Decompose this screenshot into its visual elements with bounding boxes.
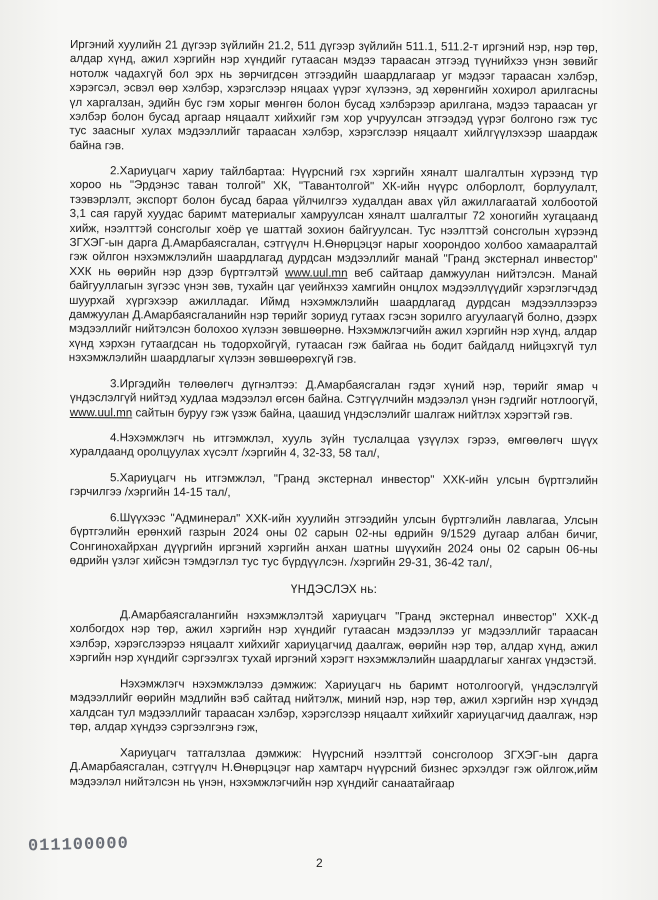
paragraph-3-rest: сайтын буруу гэж үзэж байна, цаашид үндэслэлийг шалгаж нийтлэх хэрэгтэй гэв.: [132, 406, 573, 422]
paragraph-2-rest: веб сайтаар дамжуулан нийтэлсэн. Манай байгууллагын зүгээс үнэн зөв, тухайн цаг үеийнхээ хамгийн онцлох мэдээллүүдийг хэрэглэгчдэд шуурхай хүргэхээр ажилладаг. Иймд нэхэмжлэлийн шаардлагад дурдсан мэдээллээрээ дамжуулан Д.Амарбаясгаланийн нэр төрийг зориуд гутаах гэсэн зорилго агуулаагүй болно, дээрх мэдээллийг нийтэлсэн болохоо хүлээн зөвшөөрнө. Нэхэмжлэгчийн ажил хэргийн нэр хүнд, алдар хүнд хэрхэн гутаагдсан нь тодорхойгүй, гутаасан гэж байгаа нь бодит байдалд нийцэхгүй тул нэхэмжлэлийн шаардлагыг хүлээн зөвшөөрөхгүй гэв.: [68, 266, 598, 367]
paragraph-2-text: 2.Хариуцагч хариу тайлбартаа: Нүүрсний гэх хэргийн хяналт шалгалтын хүрээнд түр хороо нь "Эрдэнэс таван толгой" ХК, "Тавантолгой" ХК-ийн нүүрс олборлолт, борлуулалт, тээвэрлэлт, экспорт болон бусад бараа үйлчилгээ худалдан авах үйл ажиллагаатай холбоотой 3,1 сая гаруй хуудас баримт материалыг хамруулсан хяналт шалгалтыг 72 хоногийн хугацаанд хийж, нээлттэй сонсголыг хоёр үе шаттай зохион байгуулсан. Тус нээлттэй сонсголын хүрээнд ЗГХЭГ-ын дарга Д.Амарбаясгалан, сэтгүүлч Н.Өнөрцэцэг нарыг хоорондоо холбоо хамааралтай гэж ойлгон нэхэмжлэлийн шаардлагад дурдсан мэдээллийг манай "Гранд экстернал инвестор" ХХК нь өөрийн нэр дээр бүртгэлтэй: [69, 164, 598, 280]
reasoning-paragraph-1: Д.Амарбаясгалангийн нэхэмжлэлтэй хариуцагч "Гранд экстернал инвестор" ХХК-д холбогдох нэр төр, ажил хэргийн нэр хүндийг гутаасан мэдээллээ уг мэдээллийг тараасан хэлбэр, хэрэгслээрээ няцаалт хийхийг хариуцагчид даалгаж, өөрийн нэр төр, алдар хүнд, ажил хэргийн нэр хүндийг сэргээлгэх тухай иргэний хэрэгт нэхэмжлэлийн шаардлагыг хангах үндэстэй.: [69, 608, 598, 668]
section-heading: ҮНДЭСЛЭХ нь:: [290, 582, 378, 597]
reasoning-paragraph-3: Хариуцагч татгалзлаа дэмжиж: Нүүрсний нээлттэй сонсголоор ЗГХЭГ-ын дарга Д.Амарбаясгалан, сэтгүүлч Н.Өнөрцэцэг нар хамтарч нүүрсний бизнес эрхэлдэг гэж ойлгож,ийм мэдээлэл нийтэлсэн нь үнэн, нэхэмжлэгчийн нэр хүндийг санаатайгаар: [69, 745, 598, 790]
paragraph-2: [69, 164, 598, 369]
evidence-item-4: 4.Нэхэмжлэгч нь итгэмжлэл, хууль зүйн туслалцаа үзүүлэх гэрээ, өмгөөлөгч шүүх хуралдаанд оролцуулах хүсэлт /хэргийн 4, 32-33, 58 тал/,: [69, 431, 598, 461]
uul-link[interactable]: www.uul.mn: [285, 266, 348, 280]
paragraph-3: [70, 377, 598, 423]
paragraph-3-text: 3.Иргэдийн төлөөлөгч дүгнэлтээ: Д.Амарбаясгалан гэдэг хүний нэр, төрийг ямар ч үндэслэлгүй нийтэд худлаа мэдээлэл өгсөн байна. Сэтгүүлчийн мэдээлэл үнэн гэдгийг нотлоогүй,: [69, 377, 598, 408]
uul-link-2[interactable]: www.uul.mn: [69, 405, 133, 420]
evidence-item-6: 6.Шүүхээс "Админерал" ХХК-ийн хуулийн этгээдийн улсын бүртгэлийн лавлагаа, Улсын бүртгэлийн ерөнхий газрын 2024 оны 02 сарын 02-ны өдрийн 9/1529 дугаар албан бичиг, Сонгинохайрхан дүүргийн иргэний хэргийн анхан шатны шүүхийн 2024 оны 02 сарын 06-ны өдрийн үзлэг хийсэн тэмдэглэл тус тус бүрдүүлсэн. /хэргийн 29-31, 36-42 тал/,: [69, 511, 598, 570]
evidence-item-5: 5.Хариуцагч нь итгэмжлэл, "Гранд экстернал инвестор" ХХК-ийн улсын бүртгэлийн гэрчилгээ /хэргийн 14-15 тал/,: [69, 471, 598, 500]
reasoning-paragraph-2: Нэхэмжлэгч нэхэмжлэлээ дэмжиж: Хариуцагч нь баримт нотолгоогүй, үндэслэлгүй мэдээллийг өөрийн мэдлийн вэб сайтад нийтэлж, миний нэр, нэр төр, ажил хэргийн нэр хүндэд халдсан тул мэдээллийг тараасан хэлбэр, хэрэгслээр няцаалт хийхийг хариуцагчид даалгаж, нэр төр, алдар хүндээ сэргээлгэнэ гэж,: [69, 677, 598, 735]
serial-number: 011100000: [27, 834, 130, 857]
page-number: 2: [316, 856, 323, 870]
paragraph-1: Иргэний хуулийн 21 дүгээр зүйлийн 21.2, 511 дүгээр зүйлийн 511.1, 511.2-т иргэний нэр, нэр төр, алдар хүнд, ажил хэргийн нэр хүндийг гутаасан мэдээ тараасан этгээд түүнийхээ үнэн зөвийг нотолж чадахгүй бол эрх нь зөрчигдсөн этгээдийн шаардлагаар уг мэдээг тараасан хэлбэр, хэрэгсэл, эсвэл өөр хэлбэр, хэрэгслээр няцаах үүрэг хүлээнэ, эд хөрөнгийн хохирол арилгасны үл харгалзан, эдийн бус гэм хорыг мөнгөн болон бусад хэлбэрээр арилгана, мэдээ тараасан уг хэлбэр болон бусад аргаар няцаалт хийхийг гэм хор учруулсан этгээдэд үүрэг болгоно гэж тус тус заасныг хулах мэдээллийг тараасан хэлбэр, хэрэгслээр няцаалт хийлгүүлэхээр шаардаж байна гэв.: [69, 38, 598, 153]
